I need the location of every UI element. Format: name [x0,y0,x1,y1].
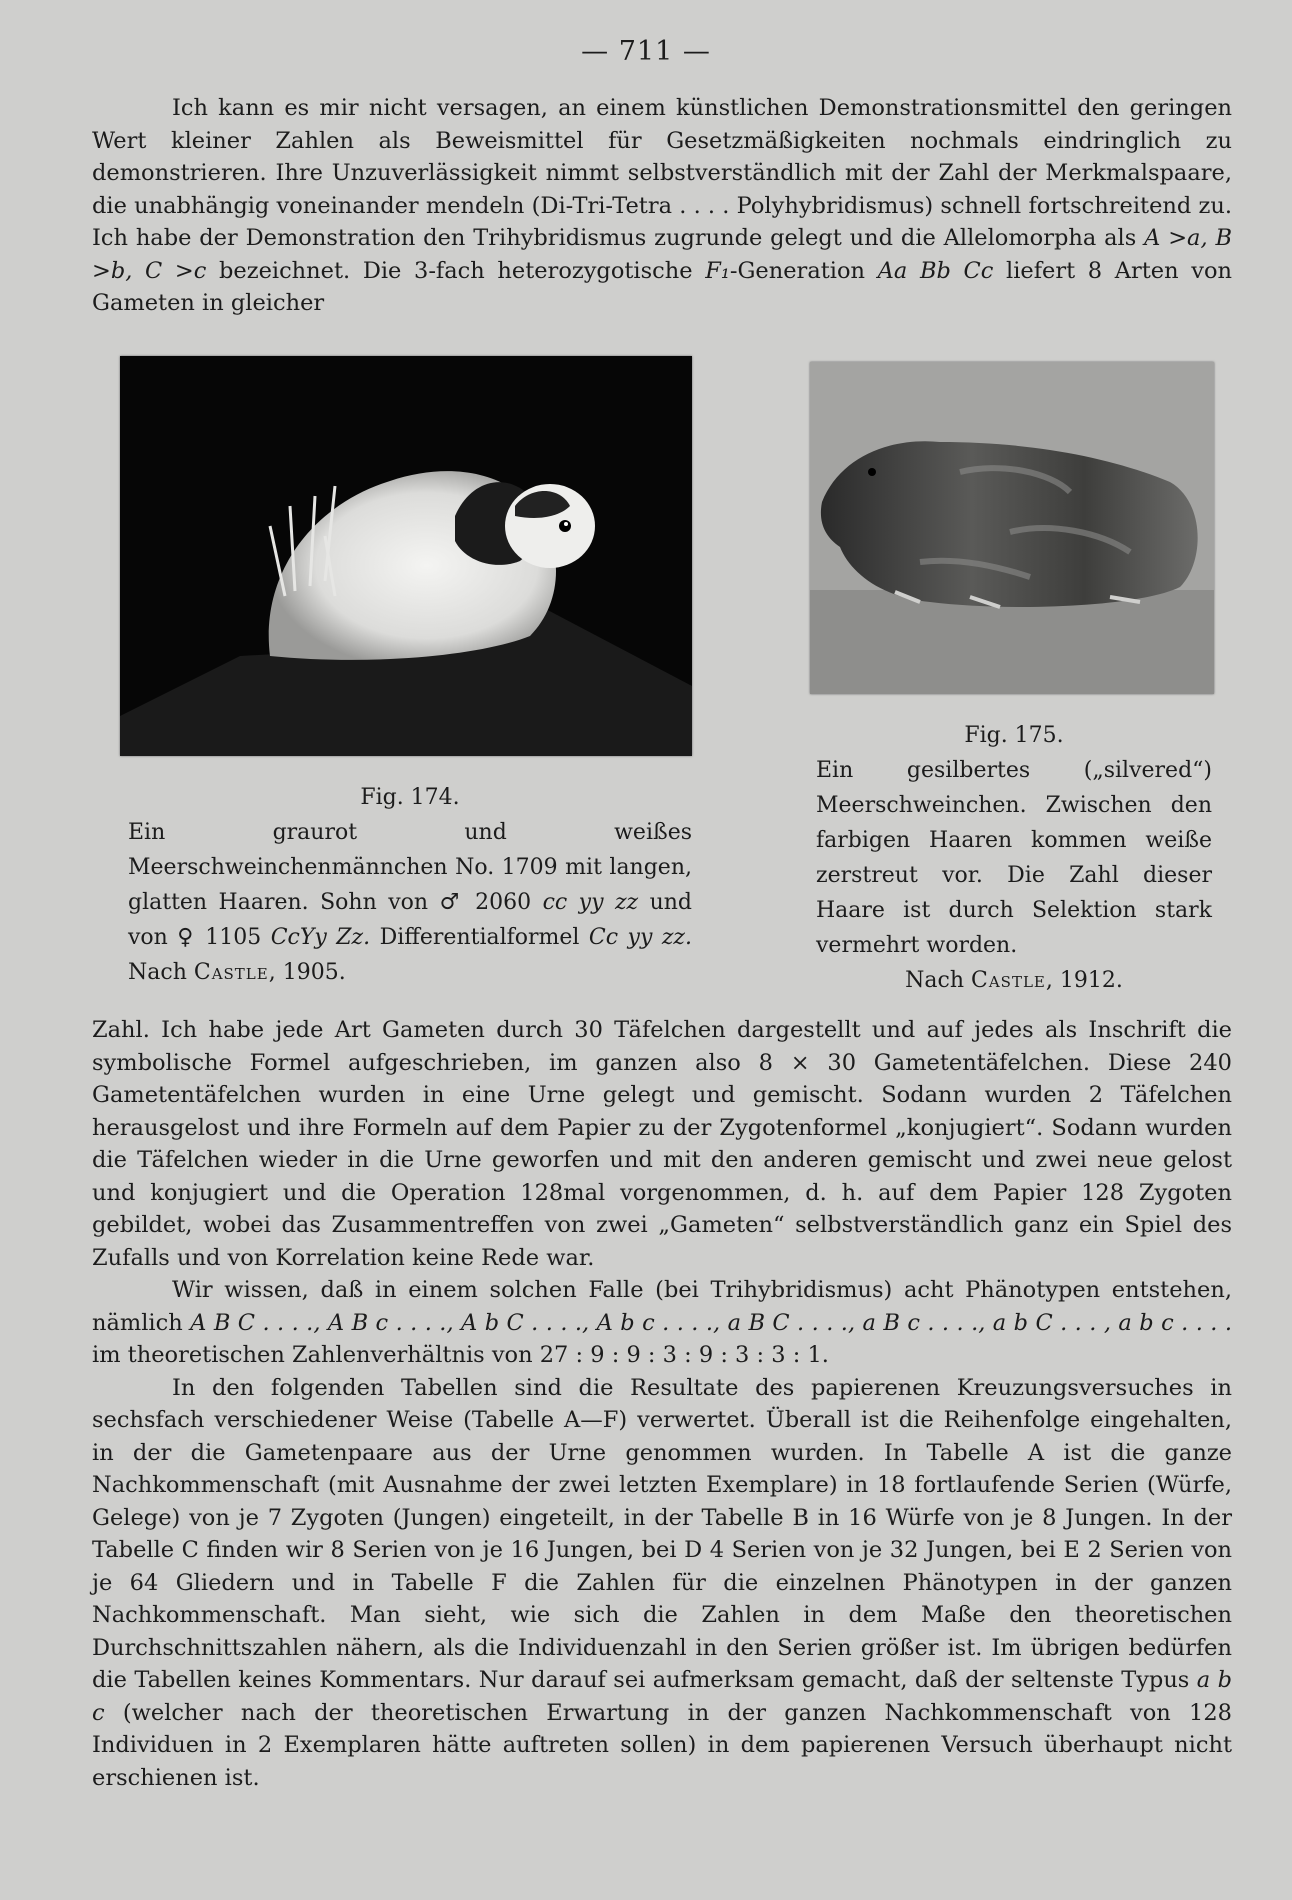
tables-text-a: In den folgenden Tabellen sind die Resultate des papierenen Kreuzungsversuches in sechsfach verschiedener Weise (Tabelle A—F) verwertet. Überall ist die Reihenfolge eingehalten, in der die Gametenpaare aus der Urne genommen wurden. In Tabelle A ist die ganze Nachkommenschaft (mit Ausnahme der zwei letzten Exemplare) in 18 fortlaufende Serien (Würfe, Gelege) von je 7 Zygoten (Jungen) eingeteilt, in der Tabelle B in 16 Würfe von je 8 Jungen. In der Tabelle C finden wir 8 Serien von je 16 Jungen, bei D 4 Serien von je 32 Jungen, bei E 2 Serien von je 64 Gliedern und in Tabelle F die Zahlen für die einzelnen Phänotypen in der ganzen Nachkommenschaft. Man sieht, wie sich die Zahlen in dem Maße den theoretischen Durchschnittszahlen nähern, als die Individuenzahl in den Serien größer ist. Im übrigen bedürfen die Tabellen keines Kommentars. Nur darauf sei aufmerksam gemacht, daß der seltenste Typus [92,1374,1232,1693]
figure-174-photo [120,356,692,756]
figure-174-formula-a: cc yy zz [542,890,639,915]
figure-174-credit-name: Castle [193,960,269,985]
figure-174-formula-b: CcYy Zz. [270,925,371,950]
tables-text-b: (welcher nach der theoretischen Erwartung in der ganzen Nachkommenschaft von 128 Individuen in 2 Exemplaren hätte auftreten sollen) in dem papierenen Versuch überhaupt nicht erschienen ist. [92,1699,1232,1791]
figure-174-credit-year: , 1905. [268,960,346,985]
figure-175-credit-year: , 1912. [1045,968,1123,993]
figure-175-title: Fig. 175. [964,723,1064,748]
intro-text-c: -Generation [729,257,866,284]
guinea-pig-white-image [120,356,692,756]
rare-type-formula: a b c [92,1667,1232,1726]
figure-175-credit-prefix: Nach [905,968,965,993]
figure-175-credit [816,963,1212,998]
figure-174-text-a: Ein graurot und weißes Meerschweinchenmännchen No. 1709 mit langen, glatten Haaren. Sohn von ♂ 2060 [128,820,692,915]
figure-175-text: Ein gesilbertes („silvered“) Meerschweinchen. Zwischen den farbigen Haaren kommen weiße zerstreut vor. Die Zahl dieser Haare ist durch Selektion stark vermehrt worden. [816,758,1212,958]
figure-175-caption [816,718,1212,998]
figure-175-photo [810,362,1214,694]
paragraph-zahl: Zahl. Ich habe jede Art Gameten durch 30 Täfelchen dargestellt und auf jedes als Inschrift die symbolische Formel aufgeschrieben, im ganzen also 8 × 30 Gametentäfelchen. Diese 240 Gametentäfelchen wurden in eine Urne gelegt und gemischt. Sodann wurden 2 Täfelchen herausgelost und ihre Formeln auf dem Papier zu der Zygotenformel „konjugiert“. Sodann wurden die Täfelchen wieder in die Urne geworfen und mit den anderen gemischt und zwei neue gelost und konjugiert und die Operation 128mal vorgenommen, d. h. auf dem Papier 128 Zygoten gebildet, wobei das Zusammentreffen von zwei „Gameten“ selbstverständlich ganz ein Spiel des Zufalls und von Korrelation keine Rede war. [92,1017,1232,1271]
figure-174-caption [128,780,692,990]
figure-174-credit-prefix: Nach [128,960,187,985]
figure-175-credit-name: Castle [971,968,1046,993]
intro-paragraph [92,92,1232,320]
figure-174-text-b: und von ♀ 1105 [128,890,693,950]
intro-text-b: bezeichnet. Die 3-fach heterozygotische [219,257,693,284]
figure-174-text-c: Differentialformel [379,925,580,950]
allelomorph-formula: A >a, B >b, C >c [92,225,1232,284]
paragraph-tables [92,1372,1232,1795]
figure-174-text [128,815,692,990]
figure-174-formula-c: Cc yy zz. [588,925,692,950]
paragraph-phenotypes [92,1274,1232,1372]
main-text-block [92,1014,1232,1794]
f1-formula: Aa Bb Cc [877,257,994,284]
phenotypes-ratio: im theoretischen Zahlenverhältnis von 27 : 9 : 9 : 3 : 9 : 3 : 3 : 1. [92,1342,829,1368]
phenotypes-list: A B C . . . ., A B c . . . ., A b C . . . ., A b c . . . ., a B C . . . ., a B c . . . ., a b C . . . , a b c . . . . [190,1309,1232,1336]
intro-text-d: liefert 8 Arten von Gameten in gleicher [92,257,1232,316]
page-number: — 711 — [581,36,711,67]
f1-symbol: F₁ [705,257,730,284]
intro-text: Ich kann es mir nicht versagen, an einem künstlichen Demonstrationsmittel den geringen Wert kleiner Zahlen als Beweismittel für Gesetzmäßigkeiten nochmals eindringlich zu demonstrieren. Ihre Unzuverlässigkeit nimmt selbstverständlich mit der Zahl der Merkmalspaare, die unabhängig voneinander mendeln (Di-Tri-Tetra . . . . Polyhybridismus) schnell fortschreitend zu. Ich habe der Demonstration den Trihybridismus zugrunde gelegt und die Allelomorpha als [92,95,1232,251]
phenotypes-intro: Wir wissen, daß in einem solchen Falle (bei Trihybridismus) acht Phänotypen entstehen, nämlich [92,1277,1232,1336]
figure-174-title: Fig. 174. [360,785,460,810]
guinea-pig-silvered-image [810,362,1214,694]
